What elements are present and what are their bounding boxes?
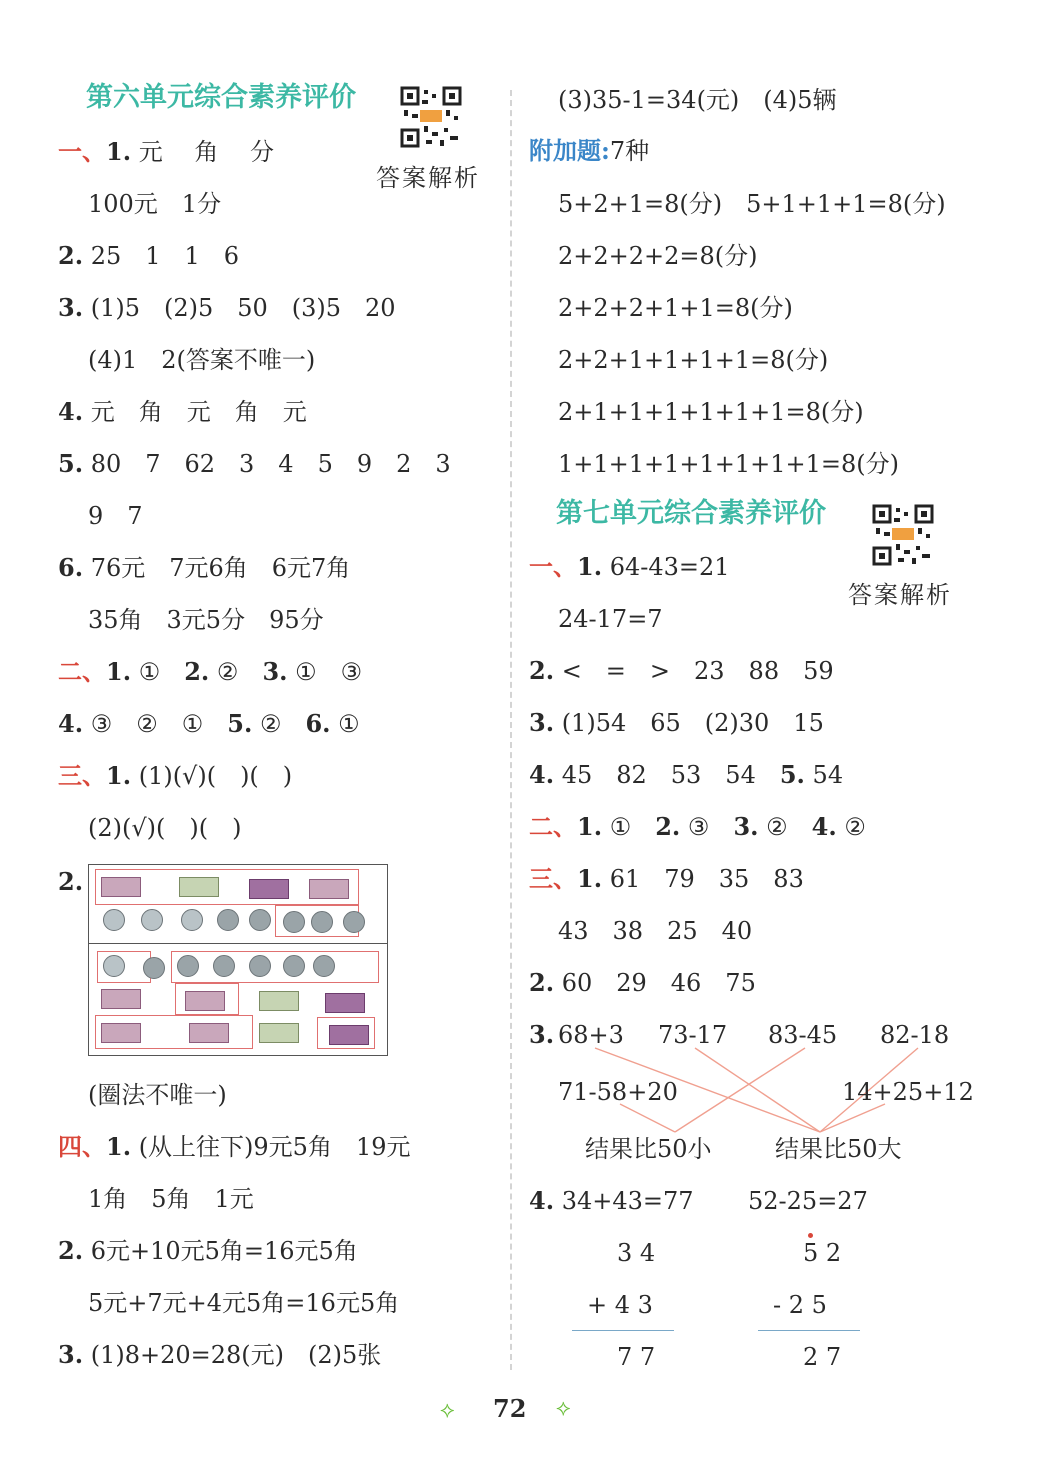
qr-label: 答案解析 <box>848 581 952 609</box>
vertical-calc-row: 2 7 <box>803 1343 842 1371</box>
vertical-calc-row: + 4 3 <box>587 1291 653 1319</box>
matching-category: 结果比50小 <box>585 1135 712 1163</box>
vertical-calc-row: 3 4 <box>617 1239 656 1267</box>
answer-line: 3. (1)54 65 (2)30 15 <box>529 708 824 737</box>
answer-line: 2. 60 29 46 75 <box>529 968 756 997</box>
answer-line: 9 7 <box>88 502 143 530</box>
matching-expression: 71-58+20 <box>558 1078 678 1106</box>
answer-line: 100元 1分 <box>88 190 222 218</box>
answer-line: 二、1. ① 2. ② 3. ① ③ <box>58 657 363 686</box>
vertical-calc-row: 7 7 <box>617 1343 656 1371</box>
answer-line: (2)(√)( )( ) <box>88 814 242 842</box>
money-circling-figure <box>88 864 388 1056</box>
answer-line: 4. ③ ② ① 5. ② 6. ① <box>58 709 360 738</box>
answer-line: 三、1. 61 79 35 83 <box>529 864 804 893</box>
matching-expression: 14+25+12 <box>842 1078 974 1106</box>
sprout-icon: ⟡ <box>556 1396 571 1421</box>
answer-line: 2+2+1+1+1+1=8(分) <box>558 346 829 374</box>
matching-expression: 82-18 <box>880 1021 950 1049</box>
item-number: 3. <box>529 1020 555 1049</box>
answer-line: 二、1. ① 2. ③ 3. ② 4. ② <box>529 812 866 841</box>
answer-line: 一、1. 元 角 分 <box>58 137 274 166</box>
answer-line: 43 38 25 40 <box>558 917 753 945</box>
answer-line: 3. (1)8+20=28(元) (2)5张 <box>58 1340 382 1369</box>
answer-line: 5元+7元+4元5角=16元5角 <box>88 1289 400 1317</box>
matching-expression: 73-17 <box>658 1021 728 1049</box>
qr-code-icon[interactable] <box>872 504 934 566</box>
sprout-icon: ⟡ <box>440 1398 455 1423</box>
answer-line: 5. 80 7 62 3 4 5 9 2 3 <box>58 449 451 478</box>
answer-line: 附加题:7种 <box>529 136 650 165</box>
answer-line: 2+1+1+1+1+1+1=8(分) <box>558 398 864 426</box>
answer-line: 24-17=7 <box>558 605 663 633</box>
answer-line: (圈法不唯一) <box>88 1081 227 1109</box>
answer-line: 52-25=27 <box>748 1187 868 1215</box>
answer-line: 2. 25 1 1 6 <box>58 241 240 270</box>
column-divider <box>510 90 512 1370</box>
vertical-calc-row: - 2 5 <box>773 1291 827 1319</box>
matching-expression: 83-45 <box>768 1021 838 1049</box>
answer-line: 6. 76元 7元6角 6元7角 <box>58 553 351 582</box>
page-number: 72 <box>493 1394 527 1423</box>
answer-line: 35角 3元5分 95分 <box>88 606 324 634</box>
answer-line: 2. 6元+10元5角=16元5角 <box>58 1236 358 1265</box>
answer-line: 5+2+1=8(分) 5+1+1+1=8(分) <box>558 190 946 218</box>
unit6-title: 第六单元综合素养评价 <box>86 82 356 113</box>
answer-line: 4. 45 82 53 54 5. 54 <box>529 760 844 789</box>
matching-expression: 68+3 <box>558 1021 624 1049</box>
answer-line: 2+2+2+1+1=8(分) <box>558 294 793 322</box>
answer-line: 2+2+2+2=8(分) <box>558 242 758 270</box>
qr-code-icon[interactable] <box>400 86 462 148</box>
unit7-title: 第七单元综合素养评价 <box>556 498 826 529</box>
answer-line: 4. 元 角 元 角 元 <box>58 397 307 426</box>
calc-line <box>572 1330 674 1331</box>
answer-line: (3)35-1=34(元) (4)5辆 <box>558 86 837 114</box>
answer-line: (4)1 2(答案不唯一) <box>88 346 316 374</box>
answer-line: 3. (1)5 (2)5 50 (3)5 20 <box>58 293 396 322</box>
matching-category: 结果比50大 <box>775 1135 902 1163</box>
qr-label: 答案解析 <box>376 164 480 192</box>
answer-line: 4. 34+43=77 <box>529 1186 694 1215</box>
answer-line: 一、1. 64-43=21 <box>529 552 730 581</box>
answer-line: 2. < = > 23 88 59 <box>529 656 834 685</box>
calc-line <box>758 1330 860 1331</box>
answer-line: 四、1. (从上往下)9元5角 19元 <box>58 1132 411 1161</box>
vertical-calc-row: 5 2 <box>803 1239 842 1267</box>
answer-line: 1+1+1+1+1+1+1+1=8(分) <box>558 450 900 478</box>
answer-line: 1角 5角 1元 <box>88 1185 254 1213</box>
item-number: 2. <box>58 867 84 896</box>
answer-line: 三、1. (1)(√)( )( ) <box>58 761 293 790</box>
